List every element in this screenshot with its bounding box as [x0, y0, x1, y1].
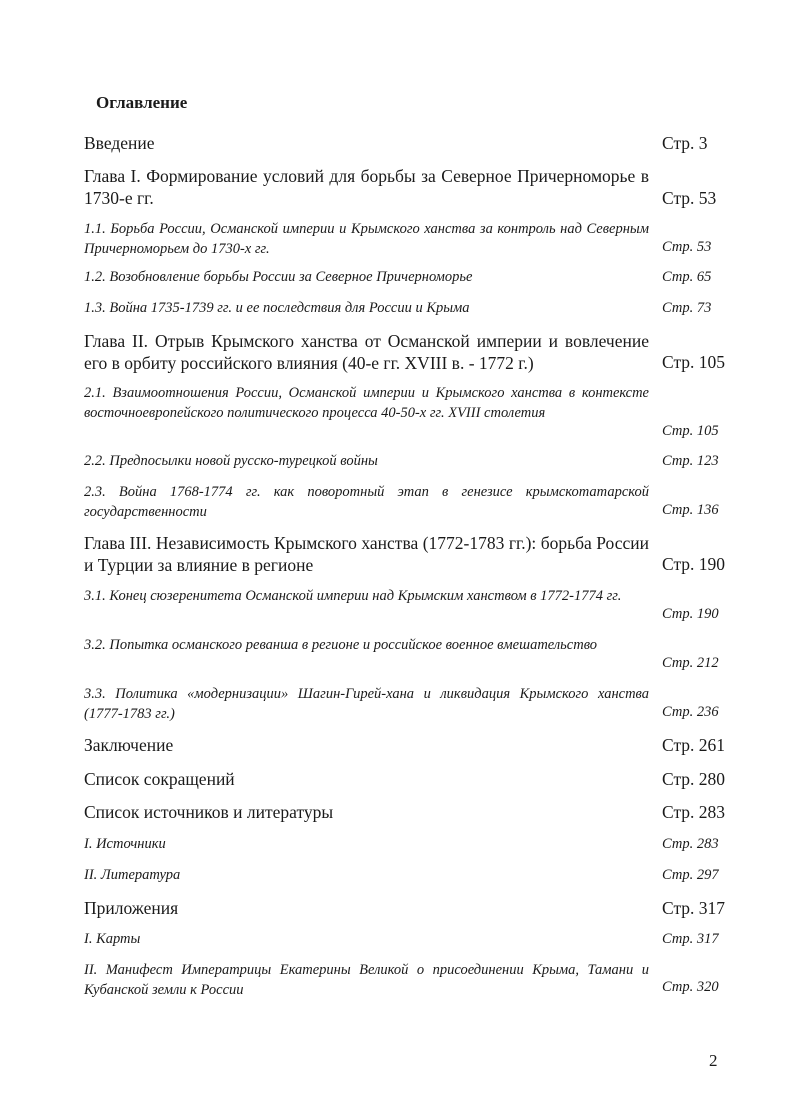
toc-entry-page: Стр. 317	[662, 931, 719, 947]
toc-entry-page: Стр. 3	[662, 133, 708, 153]
toc-entry-title: 1.3. Война 1735-1739 гг. и ее последствия для России и Крыма	[84, 300, 470, 316]
toc-entry-page: Стр. 190	[662, 606, 719, 622]
toc-entry-page: Стр. 53	[662, 239, 712, 255]
toc-entry-page: Стр. 123	[662, 453, 719, 469]
toc-entry-title: Глава I. Формирование условий для борьбы за Северное Причерноморье в 1730-е гг.	[84, 166, 649, 208]
toc-entry-page: Стр. 297	[662, 867, 719, 883]
toc-entry-page: Стр. 261	[662, 735, 726, 755]
page-number: 2	[709, 1051, 718, 1070]
toc-heading: Оглавление	[96, 93, 188, 112]
toc-entry-page: Стр. 236	[662, 704, 719, 720]
toc-entry-page: Стр. 283	[662, 836, 719, 852]
toc-entry-title: I. Источники	[84, 836, 166, 852]
toc-entry-page: Стр. 280	[662, 769, 726, 789]
toc-entry-page: Стр. 73	[662, 300, 712, 316]
toc-entry-page: Стр. 320	[662, 979, 719, 995]
toc-entry-title: 3.2. Попытка османского реванша в регионе и российское военное вмешательство	[84, 637, 598, 653]
toc-entry-title: II. Литература	[84, 867, 181, 883]
toc-entry-title: 3.1. Конец сюзеренитета Османской империи над Крымским ханством в 1772-1774 гг.	[84, 588, 622, 604]
toc-entry-title: 2.3. Война 1768-1774 гг. как поворотный этап в генезисе крымскотатарской государственности	[84, 484, 649, 520]
toc-entry-title: Приложения	[84, 898, 179, 918]
toc-entry-page: Стр. 53	[662, 188, 717, 208]
toc-entry-title: 2.2. Предпосылки новой русско-турецкой войны	[84, 453, 378, 469]
toc-entry-title: 1.2. Возобновление борьбы России за Северное Причерноморье	[84, 269, 473, 285]
toc-entry-title: Глава II. Отрыв Крымского ханства от Османской империи и вовлечение его в орбиту российского влияния (40-е гг. XVIII в. - 1772 г.)	[84, 331, 649, 373]
toc-entry-title: 2.1. Взаимоотношения России, Османской империи и Крымского ханства в контексте восточноевропейского политического процесса 40-50-х гг. XVIII столетия	[84, 385, 649, 421]
toc-entry-page: Стр. 105	[662, 352, 726, 372]
toc-entry-title: 1.1. Борьба России, Османской империи и Крымского ханства за контроль над Северным Причерноморьем до 1730-х гг.	[84, 221, 649, 257]
toc-entry-page: Стр. 317	[662, 898, 726, 918]
toc-entry-page: Стр. 283	[662, 802, 726, 822]
toc-entry-title: Список сокращений	[84, 769, 235, 789]
toc-entry-page: Стр. 65	[662, 269, 712, 285]
toc-entry-title: Глава III. Независимость Крымского ханства (1772-1783 гг.): борьба России и Турции за влияние в регионе	[84, 533, 649, 575]
toc-entry-title: Список источников и литературы	[84, 802, 334, 822]
toc-entry-title: I. Карты	[84, 931, 141, 947]
toc-entry-title: II. Манифест Императрицы Екатерины Великой о присоединении Крыма, Тамани и Кубанской земли к России	[84, 962, 649, 998]
toc-entry-title: Введение	[84, 133, 155, 153]
toc-entry-title: Заключение	[84, 735, 174, 755]
toc-entry-page: Стр. 136	[662, 502, 719, 518]
toc-entry-page: Стр. 212	[662, 655, 719, 671]
toc-entry-page: Стр. 105	[662, 423, 719, 439]
toc-entry-title: 3.3. Политика «модернизации» Шагин-Гирей-хана и ликвидация Крымского ханства (1777-1783 гг.)	[84, 686, 649, 722]
toc-entry-page: Стр. 190	[662, 554, 726, 574]
